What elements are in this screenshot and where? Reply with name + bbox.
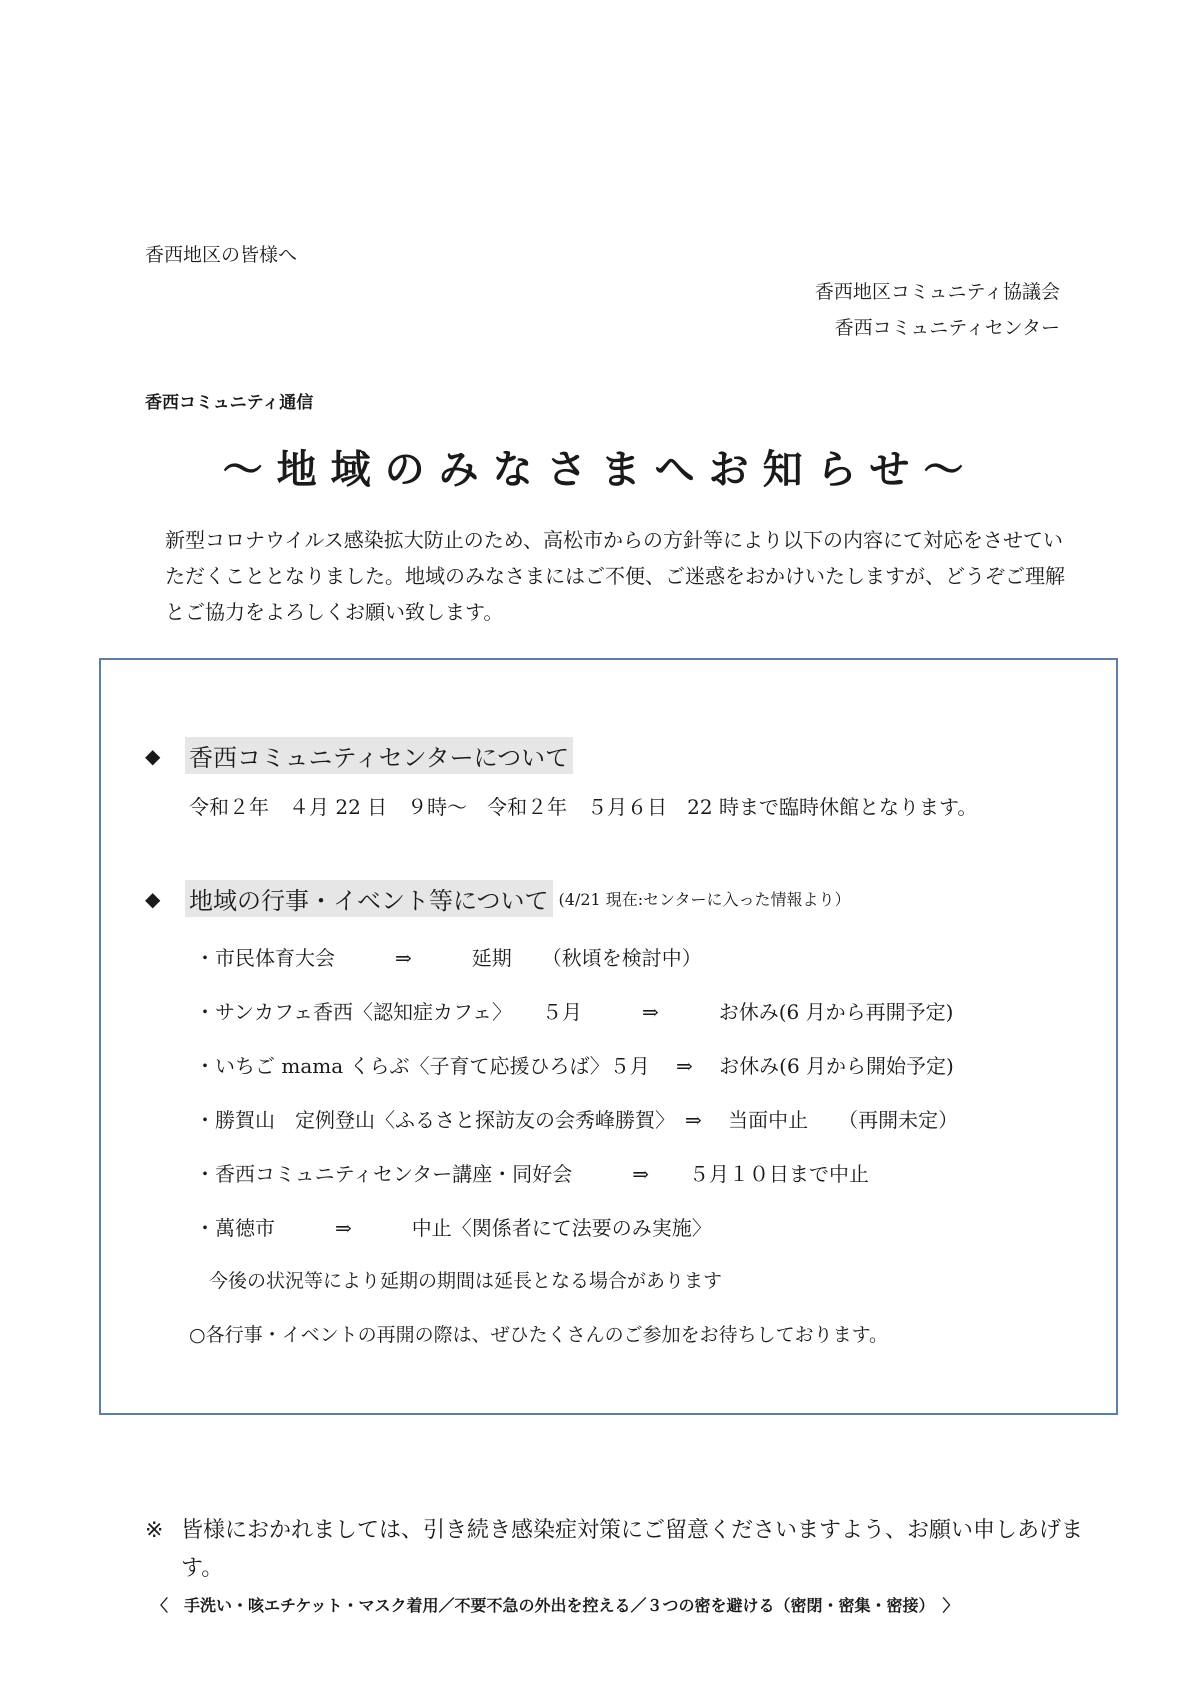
notice-box [99, 658, 1118, 1415]
footer-message: 皆様におかれましては、引き続き感染症対策にご留意くださいますよう、お願い申しあげます。 [181, 1518, 1084, 1581]
reference-mark-icon: ※ [145, 1518, 164, 1543]
page-title: ～地域のみなさまへお知らせ～ [222, 447, 978, 493]
section-events-note: (4/21 現在:センターに入った情報より） [558, 890, 851, 909]
closing-message: ○各行事・イベントの再開の際は、ぜひたくさんのご参加をお待ちしております。 [189, 1324, 889, 1346]
sender-line-1: 香西地区コミュニティ協議会 [814, 281, 1060, 303]
event-item: ・香西コミュニティセンター講座・同好会 ⇒ ５月１０日まで中止 [195, 1162, 869, 1186]
diamond-bullet-icon: ◆ [145, 886, 161, 911]
section-center-title: 香西コミュニティセンターについて [185, 737, 573, 774]
sender-block [815, 274, 1060, 346]
section-events-title: 地域の行事・イベント等について [185, 880, 553, 917]
event-item: ・勝賀山 定例登山〈ふるさと探訪友の会秀峰勝賀〉 ⇒ 当面中止 （再開未定） [195, 1108, 959, 1132]
prevention-tips: 〈 手洗い・咳エチケット・マスク着用／不要不急の外出を控える／３つの密を避ける（密閉・密集・密接） 〉 [152, 1596, 959, 1615]
sender-line-2: 香西コミュニティセンター [834, 317, 1060, 339]
section-events-heading [145, 880, 851, 917]
event-item: ・いちご mama くらぶ〈子育て応援ひろば〉５月 ⇒ お休み(6 月から開始予定) [195, 1054, 954, 1078]
series-title: 香西コミュニティ通信 [145, 393, 314, 413]
event-item: ・萬徳市 ⇒ 中止〈関係者にて法要のみ実施〉 [195, 1216, 712, 1240]
section-center-heading [145, 737, 573, 774]
footer-notice [145, 1512, 1085, 1588]
extension-caution: 今後の状況等により延期の期間は延長となる場合があります [209, 1270, 723, 1292]
intro-paragraph: 新型コロナウイルス感染拡大防止のため、高松市からの方針等により以下の内容にて対応をさせていただくこととなりました。地域のみなさまにはご不便、ご迷惑をおかけいたしますが、どうぞご理解とご協力をよろしくお願い致します。 [165, 528, 1065, 624]
event-item: ・サンカフェ香西〈認知症カフェ〉 ５月 ⇒ お休み(6 月から再開予定) [195, 1000, 954, 1024]
addressee: 香西地区の皆様へ [145, 244, 298, 266]
center-closure-detail: 令和２年 ４月 22 日 ９時～ 令和２年 ５月６日 22 時まで臨時休館となります。 [189, 795, 978, 819]
diamond-bullet-icon: ◆ [145, 743, 161, 768]
event-item: ・市民体育大会 ⇒ 延期 （秋頃を検討中） [195, 946, 702, 970]
